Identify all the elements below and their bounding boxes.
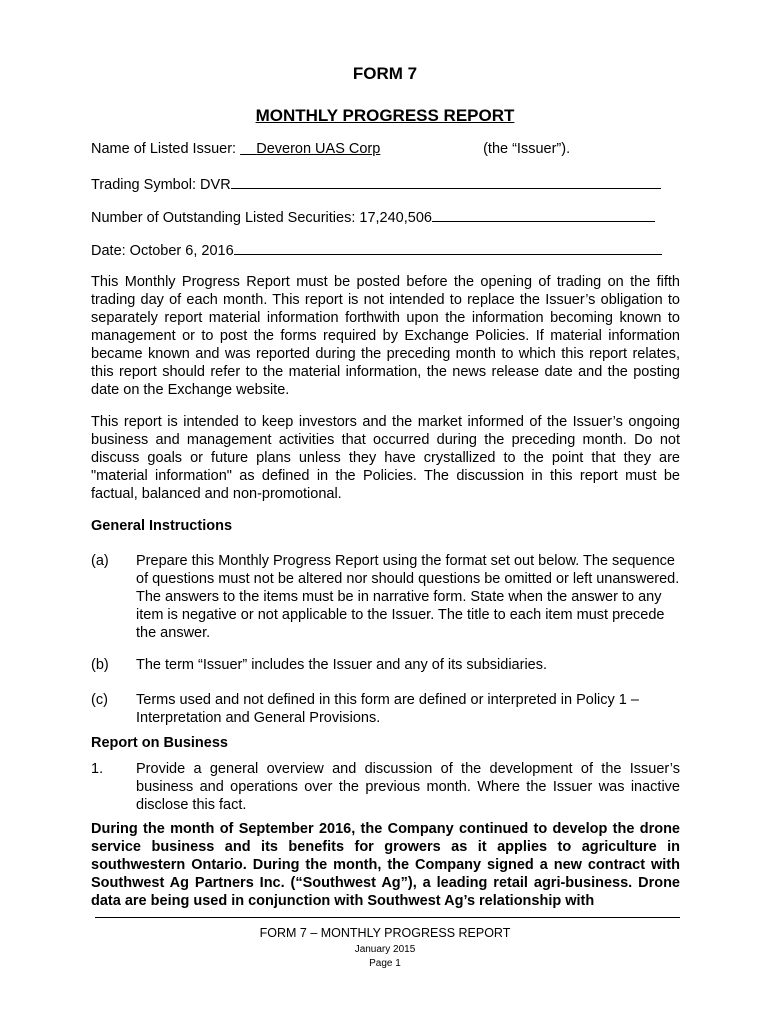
instruction-text: The term “Issuer” includes the Issuer and any of its subsidiaries. — [136, 657, 548, 673]
instruction-label: (c) — [91, 692, 108, 708]
footer-rule — [95, 917, 680, 918]
issuer-name-line — [91, 141, 570, 157]
fill-rule — [231, 174, 661, 189]
date-line — [91, 240, 662, 259]
instruction-item — [91, 552, 680, 642]
general-instructions-heading: General Instructions — [91, 518, 233, 534]
issuer-name: Deveron UAS Corp — [256, 141, 381, 157]
trading-symbol-line — [91, 174, 661, 193]
footer-revision-date: January 2015 — [354, 944, 416, 955]
outstanding-securities: Number of Outstanding Listed Securities: 17,240,506 — [91, 210, 432, 226]
intro-paragraph-2: This report is intended to keep investors and the market informed of the Issuer’s ongoing business and management activities that occurred during the preceding month. Do not discuss goals or future plans unless they have crystallized to the point that they are "material information" as defined in the Policies. The discussion in this report must be factual, balanced and non-promotional. — [91, 414, 680, 502]
fill-rule — [432, 207, 655, 222]
issuer-suffix: (the “Issuer”). — [483, 141, 571, 157]
report-on-business-heading: Report on Business — [91, 735, 228, 751]
instruction-label: (b) — [91, 657, 109, 673]
answer-paragraph: During the month of September 2016, the Company continued to develop the drone service business and its benefits for growers as it applies to agriculture in southwestern Ontario. During the month, the Company signed a new contract with Southwest Ag Partners Inc. (“Southwest Ag”), a leading retail agri-business. Drone data are being used in conjunction with Southwest Ag’s relationship with — [91, 821, 680, 909]
instruction-text: Terms used and not defined in this form are defined or interpreted in Policy 1 – Interpretation and General Provisions. — [136, 692, 639, 726]
report-title: MONTHLY PROGRESS REPORT — [255, 106, 515, 125]
trading-symbol: Trading Symbol: DVR — [91, 177, 231, 193]
fill-rule — [234, 240, 662, 255]
instruction-label: (a) — [91, 553, 109, 569]
footer-form-name: FORM 7 – MONTHLY PROGRESS REPORT — [259, 926, 511, 940]
report-date: Date: October 6, 2016 — [91, 243, 234, 259]
instruction-text: Prepare this Monthly Progress Report using the format set out below. The sequence of questions must not be altered nor should questions be omitted or left unanswered. The answers to the items must be in narrative form. State when the answer to any item is negative or not applicable to the Issuer. The title to each item must precede the answer. — [136, 553, 680, 641]
item-label: 1. — [91, 761, 104, 777]
form-title: FORM 7 — [352, 64, 418, 83]
instruction-item — [91, 691, 680, 727]
securities-line — [91, 207, 655, 226]
report-item-1 — [91, 760, 680, 814]
issuer-label: Name of Listed Issuer: — [91, 141, 241, 157]
instruction-item — [91, 656, 680, 674]
item-text: Provide a general overview and discussion of the development of the Issuer’s business and operations over the previous month. Where the Issuer was inactive disclose this fact. — [136, 761, 680, 813]
footer-page-number: Page 1 — [369, 958, 401, 969]
intro-paragraph-1: This Monthly Progress Report must be posted before the opening of trading on the fifth trading day of each month. This report is not intended to replace the Issuer’s obligation to separately report material information forthwith upon the information becoming known to management or to post the forms required by Exchange Policies. If material information became known and was reported during the preceding month to which this report relates, this report should refer to the material information, the news release date and the posting date on the Exchange website. — [91, 274, 680, 398]
